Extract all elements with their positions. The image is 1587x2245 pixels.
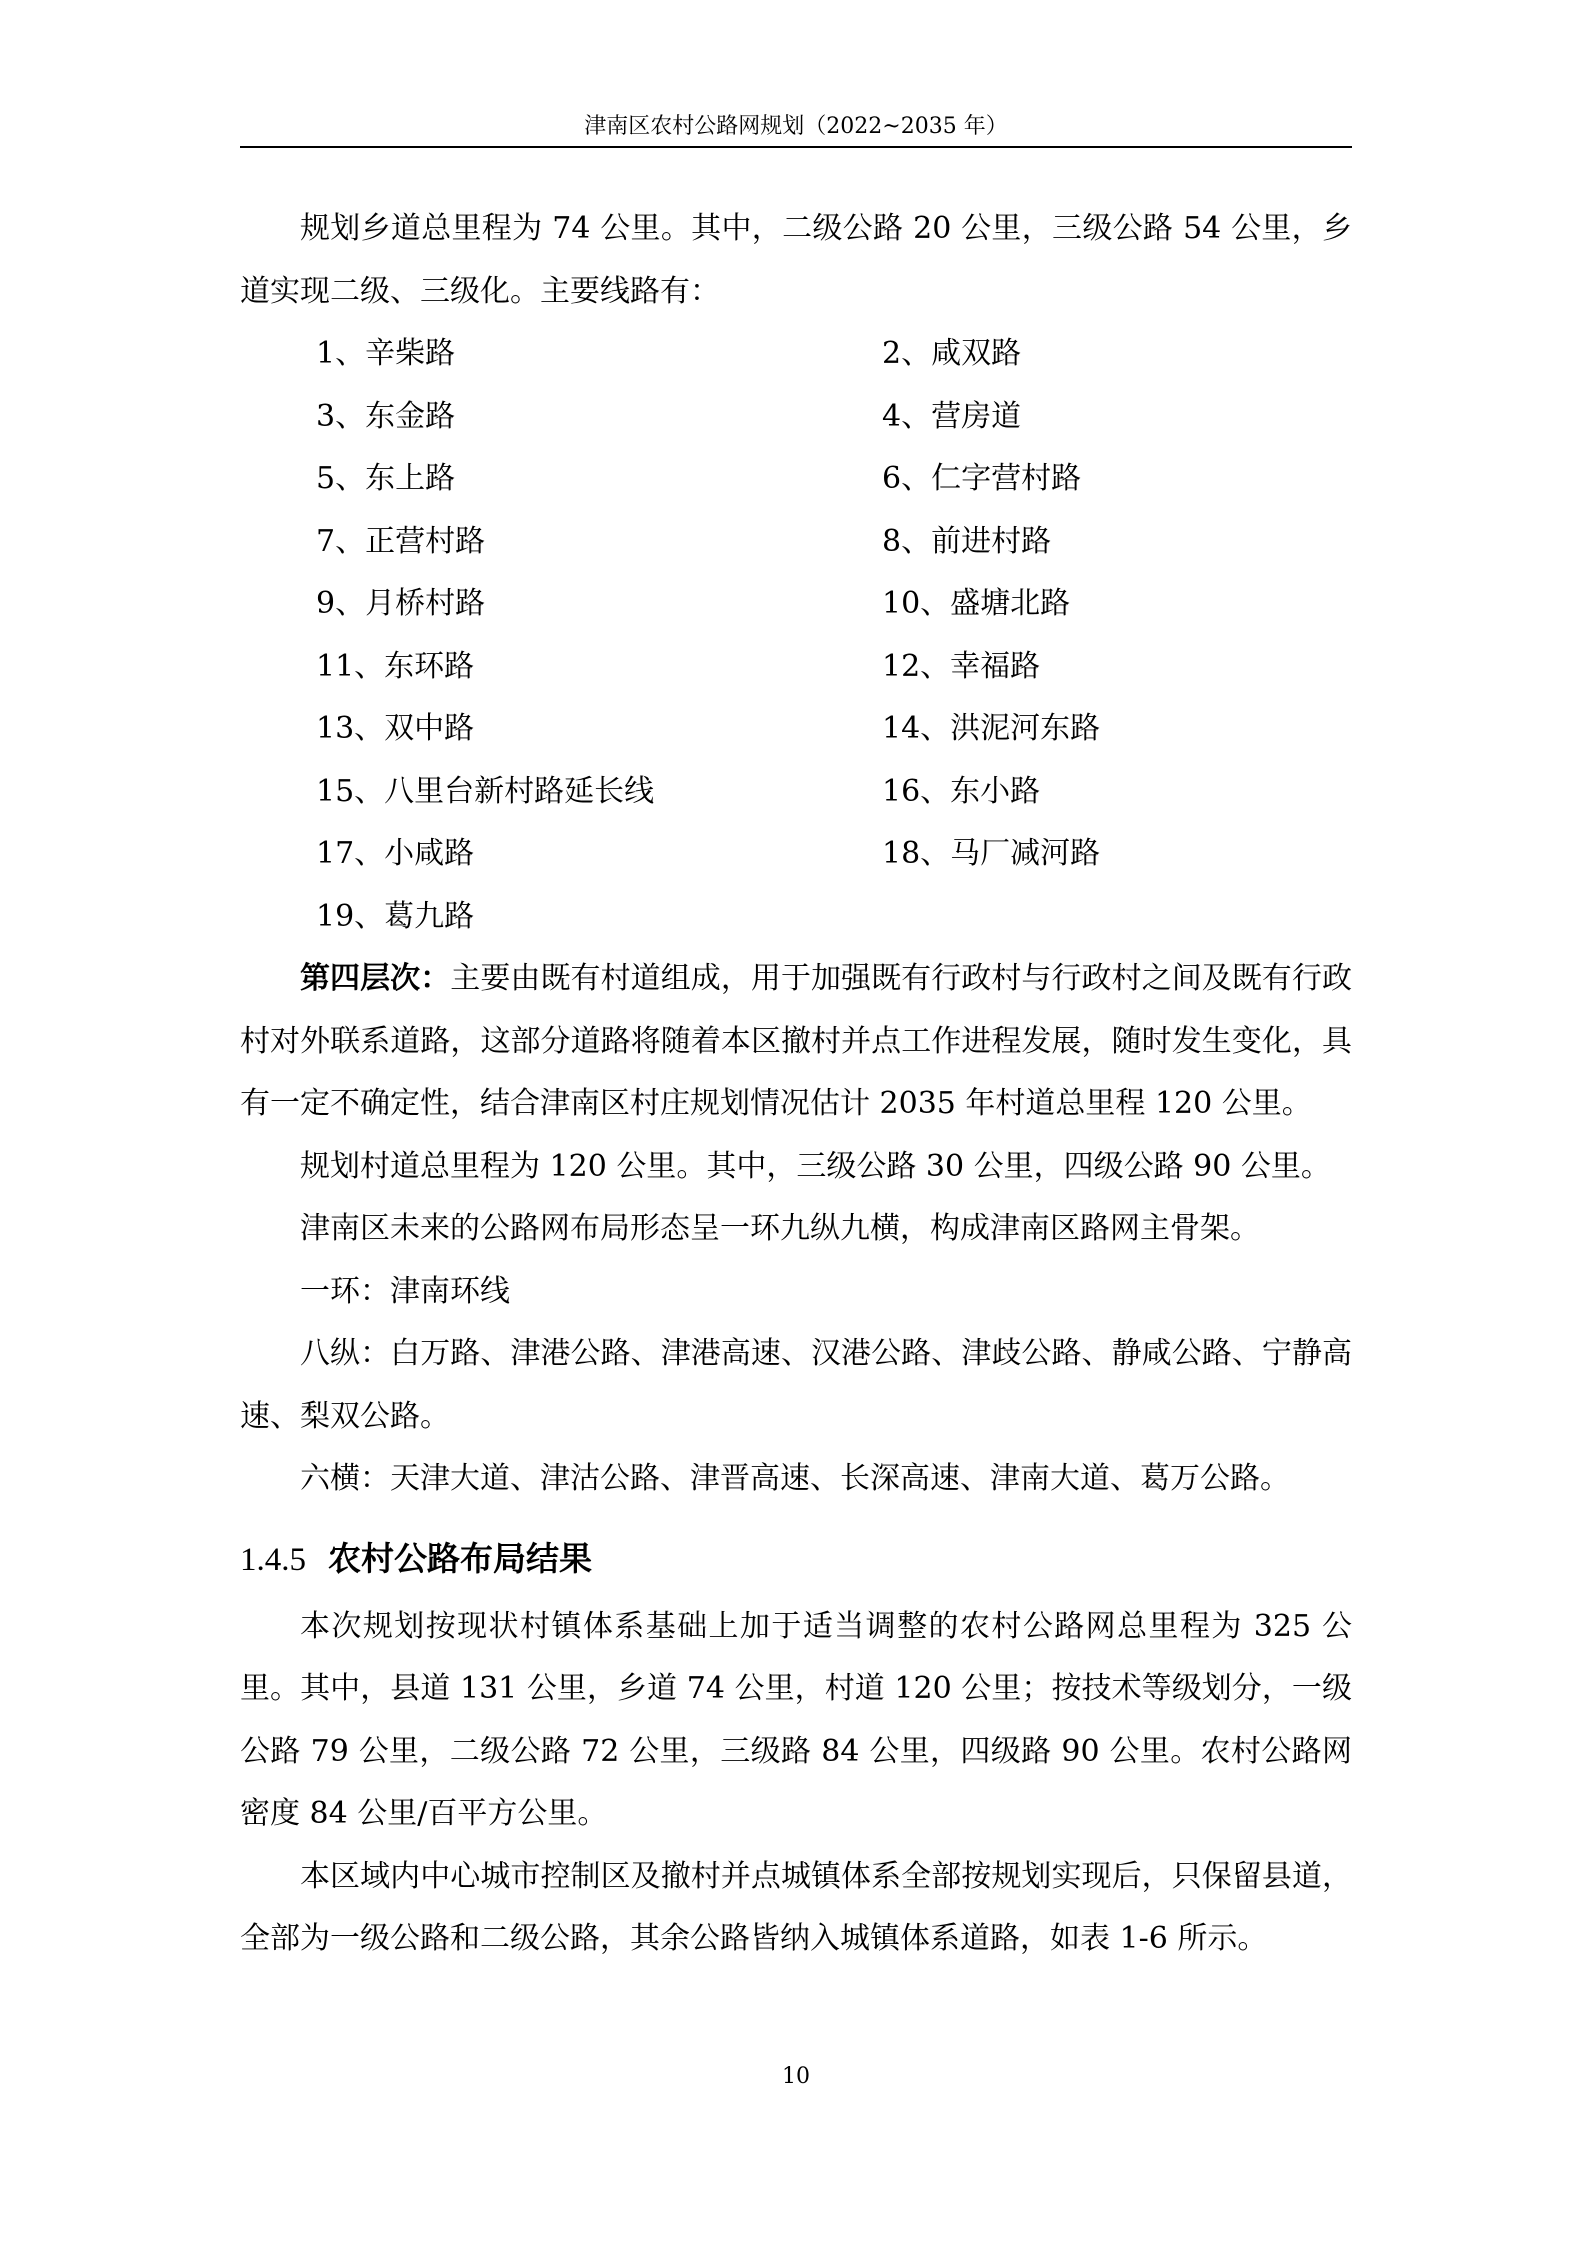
intro-paragraph: 规划乡道总里程为 74 公里。其中，二级公路 20 公里，三级公路 54 公里，乡道实现二级、三级化。主要线路有： xyxy=(240,211,1352,309)
route-row xyxy=(240,761,1352,824)
route-item: 2、咸双路 xyxy=(882,336,1022,371)
route-item: 7、正营村路 xyxy=(316,523,486,559)
level4-text: 主要由既有村道组成，用于加强既有行政村与行政村之间及既有行政村对外联系道路，这部分道路将随着本区撤村并点工作进程发展，随时发生变化，具有一定不确定性，结合津南区村庄规划情况估计 2035 年村道总里程 120 公里。 xyxy=(240,961,1353,1121)
route-item: 10、盛塘北路 xyxy=(882,586,1071,621)
route-row xyxy=(240,573,1352,636)
route-item: 5、东上路 xyxy=(316,461,456,496)
route-item: 9、月桥村路 xyxy=(316,586,486,621)
route-row xyxy=(240,323,1352,386)
route-item: 3、东金路 xyxy=(316,398,456,434)
route-item: 17、小咸路 xyxy=(316,836,475,871)
header-rule xyxy=(240,146,1352,148)
route-row xyxy=(240,448,1352,511)
section-title: 农村公路布局结果 xyxy=(328,1538,592,1578)
route-row xyxy=(240,511,1352,574)
route-item: 19、葛九路 xyxy=(316,898,475,934)
ring-paragraph: 一环：津南环线 xyxy=(300,1273,510,1309)
route-row xyxy=(240,386,1352,449)
route-item: 14、洪泥河东路 xyxy=(882,711,1101,746)
route-item: 6、仁字营村路 xyxy=(882,461,1082,496)
village-roads-paragraph: 规划村道总里程为 120 公里。其中，三级公路 30 公里，四级公路 90 公里。 xyxy=(300,1148,1331,1184)
document-body xyxy=(240,198,1352,1971)
route-row xyxy=(240,886,1352,949)
result-paragraph-1: 本次规划按现状村镇体系基础上加于适当调整的农村公路网总里程为 325 公里。其中，县道 131 公里，乡道 74 公里，村道 120 公里；按技术等级划分，一级公路 79 公里，二级公路 72 公里，三级路 84 公里，四级路 90 公里。农村公路网密度 84 公里/百平方公里。 xyxy=(240,1608,1352,1831)
route-item: 4、营房道 xyxy=(882,398,1022,434)
section-heading xyxy=(240,1523,1352,1596)
level4-label: 第四层次： xyxy=(300,961,451,996)
route-row xyxy=(240,698,1352,761)
section-number: 1.4.5 xyxy=(240,1541,306,1578)
route-item: 11、东环路 xyxy=(316,648,475,684)
route-item: 18、马厂减河路 xyxy=(882,836,1101,871)
route-item: 16、东小路 xyxy=(882,773,1041,809)
vertical-paragraph: 八纵：白万路、津港公路、津港高速、汉港公路、津歧公路、静咸公路、宁静高速、梨双公路。 xyxy=(240,1336,1352,1434)
route-item: 12、幸福路 xyxy=(882,648,1041,684)
route-item: 8、前进村路 xyxy=(882,523,1052,559)
running-header: 津南区农村公路网规划（2022~2035 年） xyxy=(584,114,1008,139)
route-item: 1、辛柴路 xyxy=(316,336,456,371)
route-item: 15、八里台新村路延长线 xyxy=(316,773,655,809)
horizontal-paragraph: 六横：天津大道、津沽公路、津晋高速、长深高速、津南大道、葛万公路。 xyxy=(300,1461,1290,1496)
level4-paragraph xyxy=(240,948,1352,1136)
result-paragraph-2: 本区域内中心城市控制区及撤村并点城镇体系全部按规划实现后，只保留县道，全部为一级公路和二级公路，其余公路皆纳入城镇体系道路，如表 1-6 所示。 xyxy=(240,1858,1352,1956)
route-item: 13、双中路 xyxy=(316,711,475,746)
route-list xyxy=(240,323,1352,948)
route-row xyxy=(240,636,1352,699)
route-row xyxy=(240,823,1352,886)
page-number: 10 xyxy=(782,2064,810,2089)
layout-summary-paragraph: 津南区未来的公路网布局形态呈一环九纵九横，构成津南区路网主骨架。 xyxy=(300,1211,1260,1246)
